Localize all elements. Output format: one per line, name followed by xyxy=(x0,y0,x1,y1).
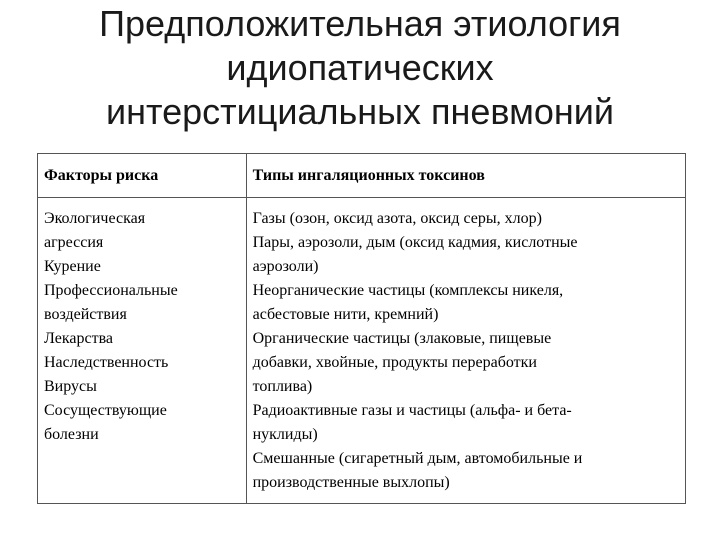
toxin-line: нуклиды) xyxy=(252,426,318,443)
toxin-line: аэрозоли) xyxy=(252,258,319,275)
title-line-1: Предположительная этиология xyxy=(99,3,621,44)
title-line-3: интерстициальных пневмоний xyxy=(106,91,614,132)
risk-factor-line: Вирусы xyxy=(44,378,97,395)
risk-factor-line: агрессия xyxy=(44,234,104,251)
risk-factor-line: Курение xyxy=(44,258,101,275)
risk-factor-line: Экологическая xyxy=(44,210,146,227)
risk-factor-line: Лекарства xyxy=(44,330,114,347)
toxin-line: добавки, хвойные, продукты переработки xyxy=(252,354,537,371)
toxin-line: Органические частицы (злаковые, пищевые xyxy=(252,330,552,347)
toxin-line: Пары, аэрозоли, дым (оксид кадмия, кислотные xyxy=(252,234,578,251)
risk-factor-line: воздействия xyxy=(44,306,127,323)
title-line-2: идиопатических xyxy=(226,47,494,88)
risk-factor-line: болезни xyxy=(44,426,99,443)
toxin-line: Неорганические частицы (комплексы никеля, xyxy=(252,282,564,299)
header-risk-factors: Факторы риска xyxy=(38,154,247,198)
risk-factor-line: Наследственность xyxy=(44,354,169,371)
risk-factors-cell xyxy=(38,198,247,504)
header-toxin-types: Типы ингаляционных токсинов xyxy=(246,154,685,198)
slide-title xyxy=(0,2,720,134)
toxin-line: асбестовые нити, кремний) xyxy=(252,306,439,323)
risk-factor-line: Сосуществующие xyxy=(44,402,167,419)
table-row xyxy=(38,198,686,504)
toxin-line: Радиоактивные газы и частицы (альфа- и бета- xyxy=(252,402,572,419)
etiology-table xyxy=(37,153,686,504)
toxin-line: производственные выхлопы) xyxy=(252,474,450,491)
toxin-line: топлива) xyxy=(252,378,313,395)
toxin-line: Смешанные (сигаретный дым, автомобильные и xyxy=(252,450,583,467)
risk-factor-line: Профессиональные xyxy=(44,282,178,299)
toxin-line: Газы (озон, оксид азота, оксид серы, хлор) xyxy=(252,210,542,227)
table-header-row xyxy=(38,154,686,198)
toxins-cell xyxy=(246,198,685,504)
